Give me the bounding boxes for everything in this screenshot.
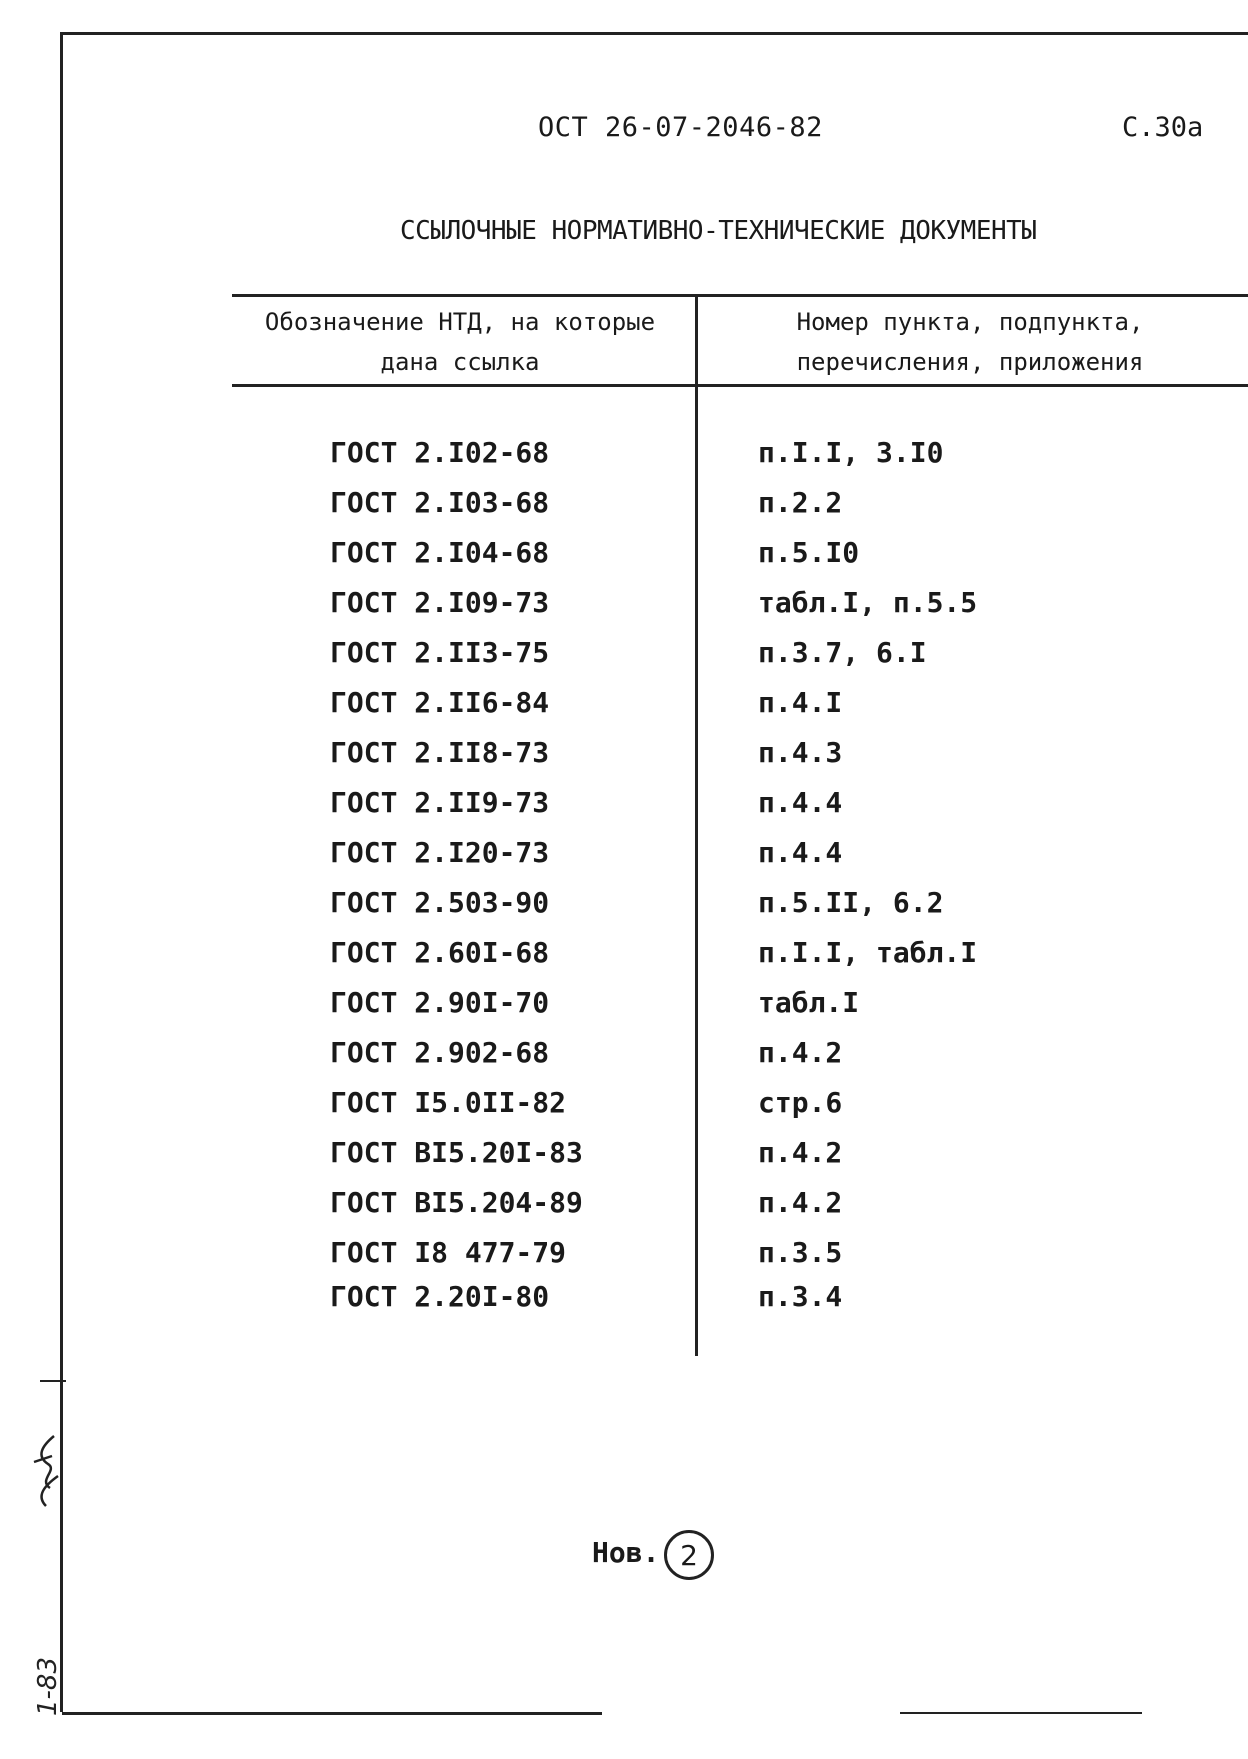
document-cell: ГОСТ ВI5.20I-83 xyxy=(330,1136,583,1169)
table-row xyxy=(0,936,1248,986)
document-code: ОСТ 26-07-2046-82 xyxy=(538,112,823,143)
table-row xyxy=(0,1186,1248,1236)
reference-cell: п.4.3 xyxy=(758,736,843,769)
table-row xyxy=(0,436,1248,486)
table-row xyxy=(0,686,1248,736)
document-cell: ГОСТ 2.20I-80 xyxy=(330,1280,550,1313)
page-frame-top xyxy=(62,32,1248,35)
document-cell: ГОСТ I5.0II-82 xyxy=(330,1086,567,1119)
reference-cell: стр.6 xyxy=(758,1086,843,1119)
page-title: ССЫЛОЧНЫЕ НОРМАТИВНО-ТЕХНИЧЕСКИЕ ДОКУМЕНТЫ xyxy=(400,216,1037,246)
reference-cell: п.3.7, 6.I xyxy=(758,636,927,669)
document-cell: ГОСТ 2.I20-73 xyxy=(330,836,550,869)
reference-cell: п.4.4 xyxy=(758,786,843,819)
table-row xyxy=(0,786,1248,836)
table-row xyxy=(0,836,1248,886)
reference-cell: п.4.2 xyxy=(758,1136,843,1169)
table-row xyxy=(0,886,1248,936)
page-frame-bottom-right xyxy=(900,1712,1142,1714)
reference-cell: табл.I xyxy=(758,986,860,1019)
table-row xyxy=(0,486,1248,536)
table-row xyxy=(0,586,1248,636)
document-cell: ГОСТ 2.II3-75 xyxy=(330,636,550,669)
document-cell: ГОСТ 2.I03-68 xyxy=(330,486,550,519)
reference-cell: п.2.2 xyxy=(758,486,843,519)
page-number: С.30а xyxy=(1122,112,1204,143)
reference-cell: п.5.II, 6.2 xyxy=(758,886,944,919)
document-cell: ГОСТ I8 477-79 xyxy=(330,1236,567,1269)
table-row xyxy=(0,736,1248,786)
table-row xyxy=(0,986,1248,1036)
column-header-document: Обозначение НТД, на которые дана ссылка xyxy=(264,308,656,376)
column-header-reference: Номер пункта, подпункта, перечисления, приложения xyxy=(796,308,1144,376)
table-row xyxy=(0,1280,1248,1330)
document-cell: ГОСТ 2.II9-73 xyxy=(330,786,550,819)
document-cell: ГОСТ 2.902-68 xyxy=(330,1036,550,1069)
table-header-rule xyxy=(232,384,1248,387)
reference-cell: п.5.I0 xyxy=(758,536,860,569)
reference-cell: п.3.5 xyxy=(758,1236,843,1269)
margin-tick xyxy=(40,1380,66,1382)
table-row xyxy=(0,1086,1248,1136)
handwritten-signature xyxy=(14,1416,74,1716)
reference-cell: п.4.2 xyxy=(758,1036,843,1069)
reference-cell: п.3.4 xyxy=(758,1280,843,1313)
table-row xyxy=(0,1136,1248,1186)
margin-note: 1-83 xyxy=(33,1656,63,1716)
table-row xyxy=(0,1036,1248,1086)
document-cell: ГОСТ 2.I04-68 xyxy=(330,536,550,569)
table-row xyxy=(0,536,1248,586)
document-cell: ГОСТ 2.90I-70 xyxy=(330,986,550,1019)
document-cell: ГОСТ 2.503-90 xyxy=(330,886,550,919)
document-cell: ГОСТ 2.II8-73 xyxy=(330,736,550,769)
reference-cell: п.4.4 xyxy=(758,836,843,869)
document-cell: ГОСТ ВI5.204-89 xyxy=(330,1186,583,1219)
document-cell: ГОСТ 2.I09-73 xyxy=(330,586,550,619)
document-cell: ГОСТ 2.60I-68 xyxy=(330,936,550,969)
table-row xyxy=(0,636,1248,686)
page-frame-bottom xyxy=(62,1712,602,1715)
table-top-rule xyxy=(232,294,1248,297)
reference-cell: п.4.2 xyxy=(758,1186,843,1219)
document-cell: ГОСТ 2.II6-84 xyxy=(330,686,550,719)
reference-cell: п.I.I, табл.I xyxy=(758,936,978,969)
document-cell: ГОСТ 2.I02-68 xyxy=(330,436,550,469)
table-row xyxy=(0,1236,1248,1286)
revision-label: Нов. xyxy=(592,1536,660,1569)
reference-cell: п.4.I xyxy=(758,686,843,719)
revision-number-circle: 2 xyxy=(664,1530,714,1580)
reference-cell: табл.I, п.5.5 xyxy=(758,586,978,619)
reference-cell: п.I.I, 3.I0 xyxy=(758,436,944,469)
